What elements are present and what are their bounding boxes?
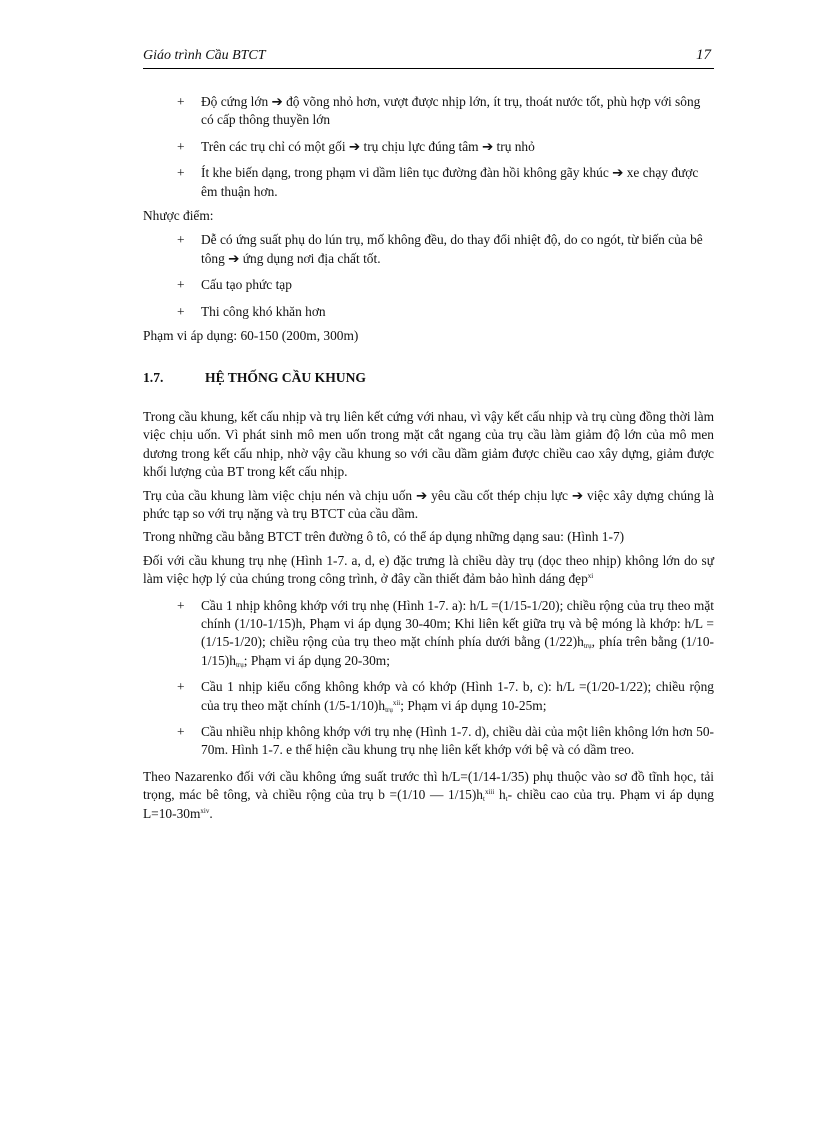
bullet-marker: +: [177, 679, 185, 695]
header-title: Giáo trình Cầu BTCT: [143, 48, 266, 63]
footnote-ref: xiii: [484, 788, 495, 797]
arrow-icon: ➔: [481, 138, 494, 154]
frame-type-item: + Cầu 1 nhịp không khớp với trụ nhẹ (Hình 1-7. a): h/L =(1/15-1/20); chiều rộng của trụ theo mặt chính (1/10-1/15)h, Phạm vi áp dụng 30-40m; Khi liên kết giữa trụ và bệ móng là khớp: h/L =(1/15-1/20); chiều rộng của trụ theo mặt chính phía dưới bằng $(1/22)h_{trụ}$, phía trên bằng $(1/10-1/15)h_{trụ}$; Phạm vi áp dụng 20-30m;: [177, 597, 714, 669]
page-number: 17: [696, 47, 711, 63]
arrow-icon: ➔: [348, 138, 361, 154]
advantage-item: + Trên các trụ chỉ có một gối ➔ trụ chịu lực đúng tâm ➔ trụ nhỏ: [143, 138, 714, 156]
frame-type-item: + Cầu nhiều nhịp không khớp với trụ nhẹ (Hình 1-7. d), chiều dài của một liên không lớn hơn 50-70m. Hình 1-7. e thể hiện cầu khung trụ nhẹ liên kết khớp với bệ và có dầm treo.: [177, 723, 714, 758]
bullet-marker: +: [177, 165, 185, 181]
disadvantages-label: Nhược điểm:: [143, 208, 214, 224]
bullet-marker: +: [177, 597, 185, 613]
scope-text: Phạm vi áp dụng: 60-150 (200m, 300m): [143, 328, 359, 344]
arrow-icon: ➔: [416, 487, 428, 503]
bullet-marker: +: [177, 277, 185, 293]
advantage-item: + Độ cứng lớn ➔ độ võng nhỏ hơn, vượt được nhịp lớn, ít trụ, thoát nước tốt, phù hợp với sông có cấp thông thuyền lớn: [177, 94, 701, 128]
disadvantage-item: + Dễ có ứng suất phụ do lún trụ, mố không đều, do thay đổi nhiệt độ, do co ngót, từ biến của bê tông ➔ ứng dụng nơi địa chất tốt.: [177, 232, 703, 266]
arrow-icon: ➔: [571, 487, 584, 503]
advantage-item: + Ít khe biến dạng, trong phạm vi dầm liên tục đường đàn hồi không gãy khúc ➔ xe chạy được êm thuận hơn.: [177, 165, 699, 199]
section-title: HỆ THỐNG CẦU KHUNG: [205, 370, 367, 386]
footnote-ref: xiv: [200, 806, 210, 815]
frame-type-item: + Cầu 1 nhịp kiểu cổng không khớp và có khớp (Hình 1-7. b, c): h/L =(1/20-1/22); chiều rộng của trụ theo mặt chính $(1/5-1/10)h_{trụ}^{xii}$; Phạm vi áp dụng 10-25m;: [177, 679, 714, 714]
bullet-marker: +: [177, 232, 185, 248]
section-number: 1.7.: [143, 370, 164, 386]
footnote-ref: xi: [587, 572, 594, 581]
paragraph: Đối với cầu khung trụ nhẹ (Hình 1-7. a, d, e) đặc trưng là chiều dày trụ (dọc theo nhịp) không lớn do sự làm việc hợp lý của chúng trong công trình, ở đây cần thiết đảm bảo hình dáng đẹp$^{xi}$: [143, 552, 714, 587]
section-heading: [143, 369, 714, 387]
paragraph: Trong cầu khung, kết cấu nhịp và trụ liên kết cứng với nhau, vì vậy kết cấu nhịp và trụ cùng đồng thời làm việc chịu uốn. Vì phát sinh mô men uốn trong mặt cắt ngang của trụ cầu làm giảm độ lớn của mô men dương trong kết cấu nhịp, nhờ vậy cầu khung so với cầu dầm giảm được chiều cao xây dựng, giảm được khối lượng của BT trong kết cấu nhịp.: [143, 408, 714, 480]
paragraph: Trong những cầu bằng BTCT trên đường ô tô, có thể áp dụng những dạng sau: (Hình 1-7): [143, 529, 625, 545]
bullet-marker: +: [177, 94, 185, 109]
page-header: [143, 46, 714, 69]
bullet-marker: +: [177, 723, 185, 739]
footnote-ref: xii: [392, 698, 401, 707]
bullet-marker: +: [177, 138, 185, 154]
arrow-icon: ➔: [271, 94, 283, 109]
paragraph: Trụ của cầu khung làm việc chịu nén và chịu uốn ➔ yêu cầu cốt thép chịu lực ➔ việc xây dựng chúng là phức tạp so với trụ nặng và trụ BTCT của cầu dầm.: [143, 487, 714, 521]
bullet-marker: +: [177, 303, 185, 319]
page-content: [143, 93, 714, 823]
disadvantage-item: + Thi công khó khăn hơn: [143, 303, 714, 321]
arrow-icon: ➔: [228, 250, 240, 266]
arrow-icon: ➔: [612, 165, 624, 181]
disadvantage-item: + Cấu tạo phức tạp: [143, 276, 714, 294]
paragraph: Theo Nazarenko đối với cầu không ứng suất trước thì h/L=(1/14-1/35) phụ thuộc vào sơ đồ tĩnh học, tải trọng, mác bê tông, và chiều rộng của trụ b =(1/10 — $1/15)h_t^{xiii}$ $h_t-$ chiều cao của trụ. Phạm vi áp dụng $L=10-30m^{xiv}$.: [143, 768, 715, 821]
